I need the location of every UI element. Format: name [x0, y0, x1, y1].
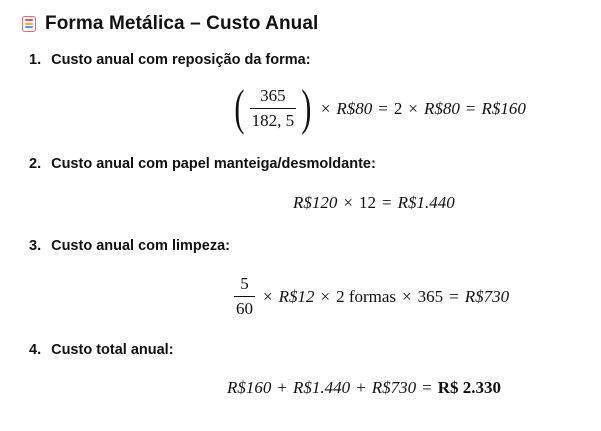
page-title: Forma Metálica – Custo Anual [45, 13, 319, 34]
term: R$80 [423, 99, 460, 118]
step-1 [29, 52, 311, 68]
operator: = [422, 378, 432, 397]
term: R$730 [371, 378, 417, 397]
operator: + [277, 378, 287, 397]
page-header [22, 13, 318, 35]
formula-3 [232, 275, 509, 318]
formula-2 [293, 193, 455, 213]
result: R$160 [481, 99, 526, 118]
denominator: 182, 5 [250, 108, 297, 131]
operator: × [408, 99, 418, 118]
operator: × [402, 286, 412, 306]
term: 365 [417, 286, 444, 306]
numerator: 5 [240, 274, 249, 293]
step-number: 3. [29, 238, 42, 254]
operator: × [320, 99, 331, 118]
step-number: 4. [29, 342, 42, 358]
formula-4 [227, 378, 501, 398]
term: 2 [393, 99, 403, 118]
total-result: R$ 2.330 [437, 378, 501, 397]
operator: = [465, 99, 476, 118]
result: R$730 [464, 286, 510, 306]
notebook-icon [22, 16, 36, 32]
term: R$120 [293, 193, 338, 212]
operator: + [356, 378, 366, 397]
fraction [250, 87, 297, 130]
term: R$12 [278, 286, 315, 306]
operator: × [263, 286, 273, 306]
right-paren: ) [301, 79, 312, 135]
step-number: 2. [29, 156, 42, 172]
fraction [234, 275, 255, 318]
step-label: Custo total anual: [51, 342, 174, 358]
step-label: Custo anual com limpeza: [51, 238, 230, 254]
step-label: Custo anual com reposição da forma: [51, 52, 311, 68]
step-label: Custo anual com papel manteiga/desmoldante: [51, 156, 376, 172]
term: R$1.440 [292, 378, 351, 397]
operator: = [381, 193, 392, 212]
result: R$1.440 [397, 193, 455, 212]
term: 2 formas [336, 286, 397, 306]
left-paren: ( [234, 79, 245, 135]
operator: × [320, 286, 331, 306]
step-3 [29, 238, 230, 254]
operator: × [343, 193, 353, 212]
step-2 [29, 156, 376, 172]
denominator: 60 [234, 296, 255, 319]
step-4 [29, 342, 174, 358]
term: R$80 [336, 99, 373, 118]
numerator: 365 [260, 86, 286, 106]
operator: = [449, 286, 459, 306]
operator: = [378, 99, 388, 118]
term: 12 [358, 193, 376, 212]
step-number: 1. [29, 52, 42, 68]
term: R$160 [227, 378, 272, 397]
formula-1 [231, 79, 526, 135]
